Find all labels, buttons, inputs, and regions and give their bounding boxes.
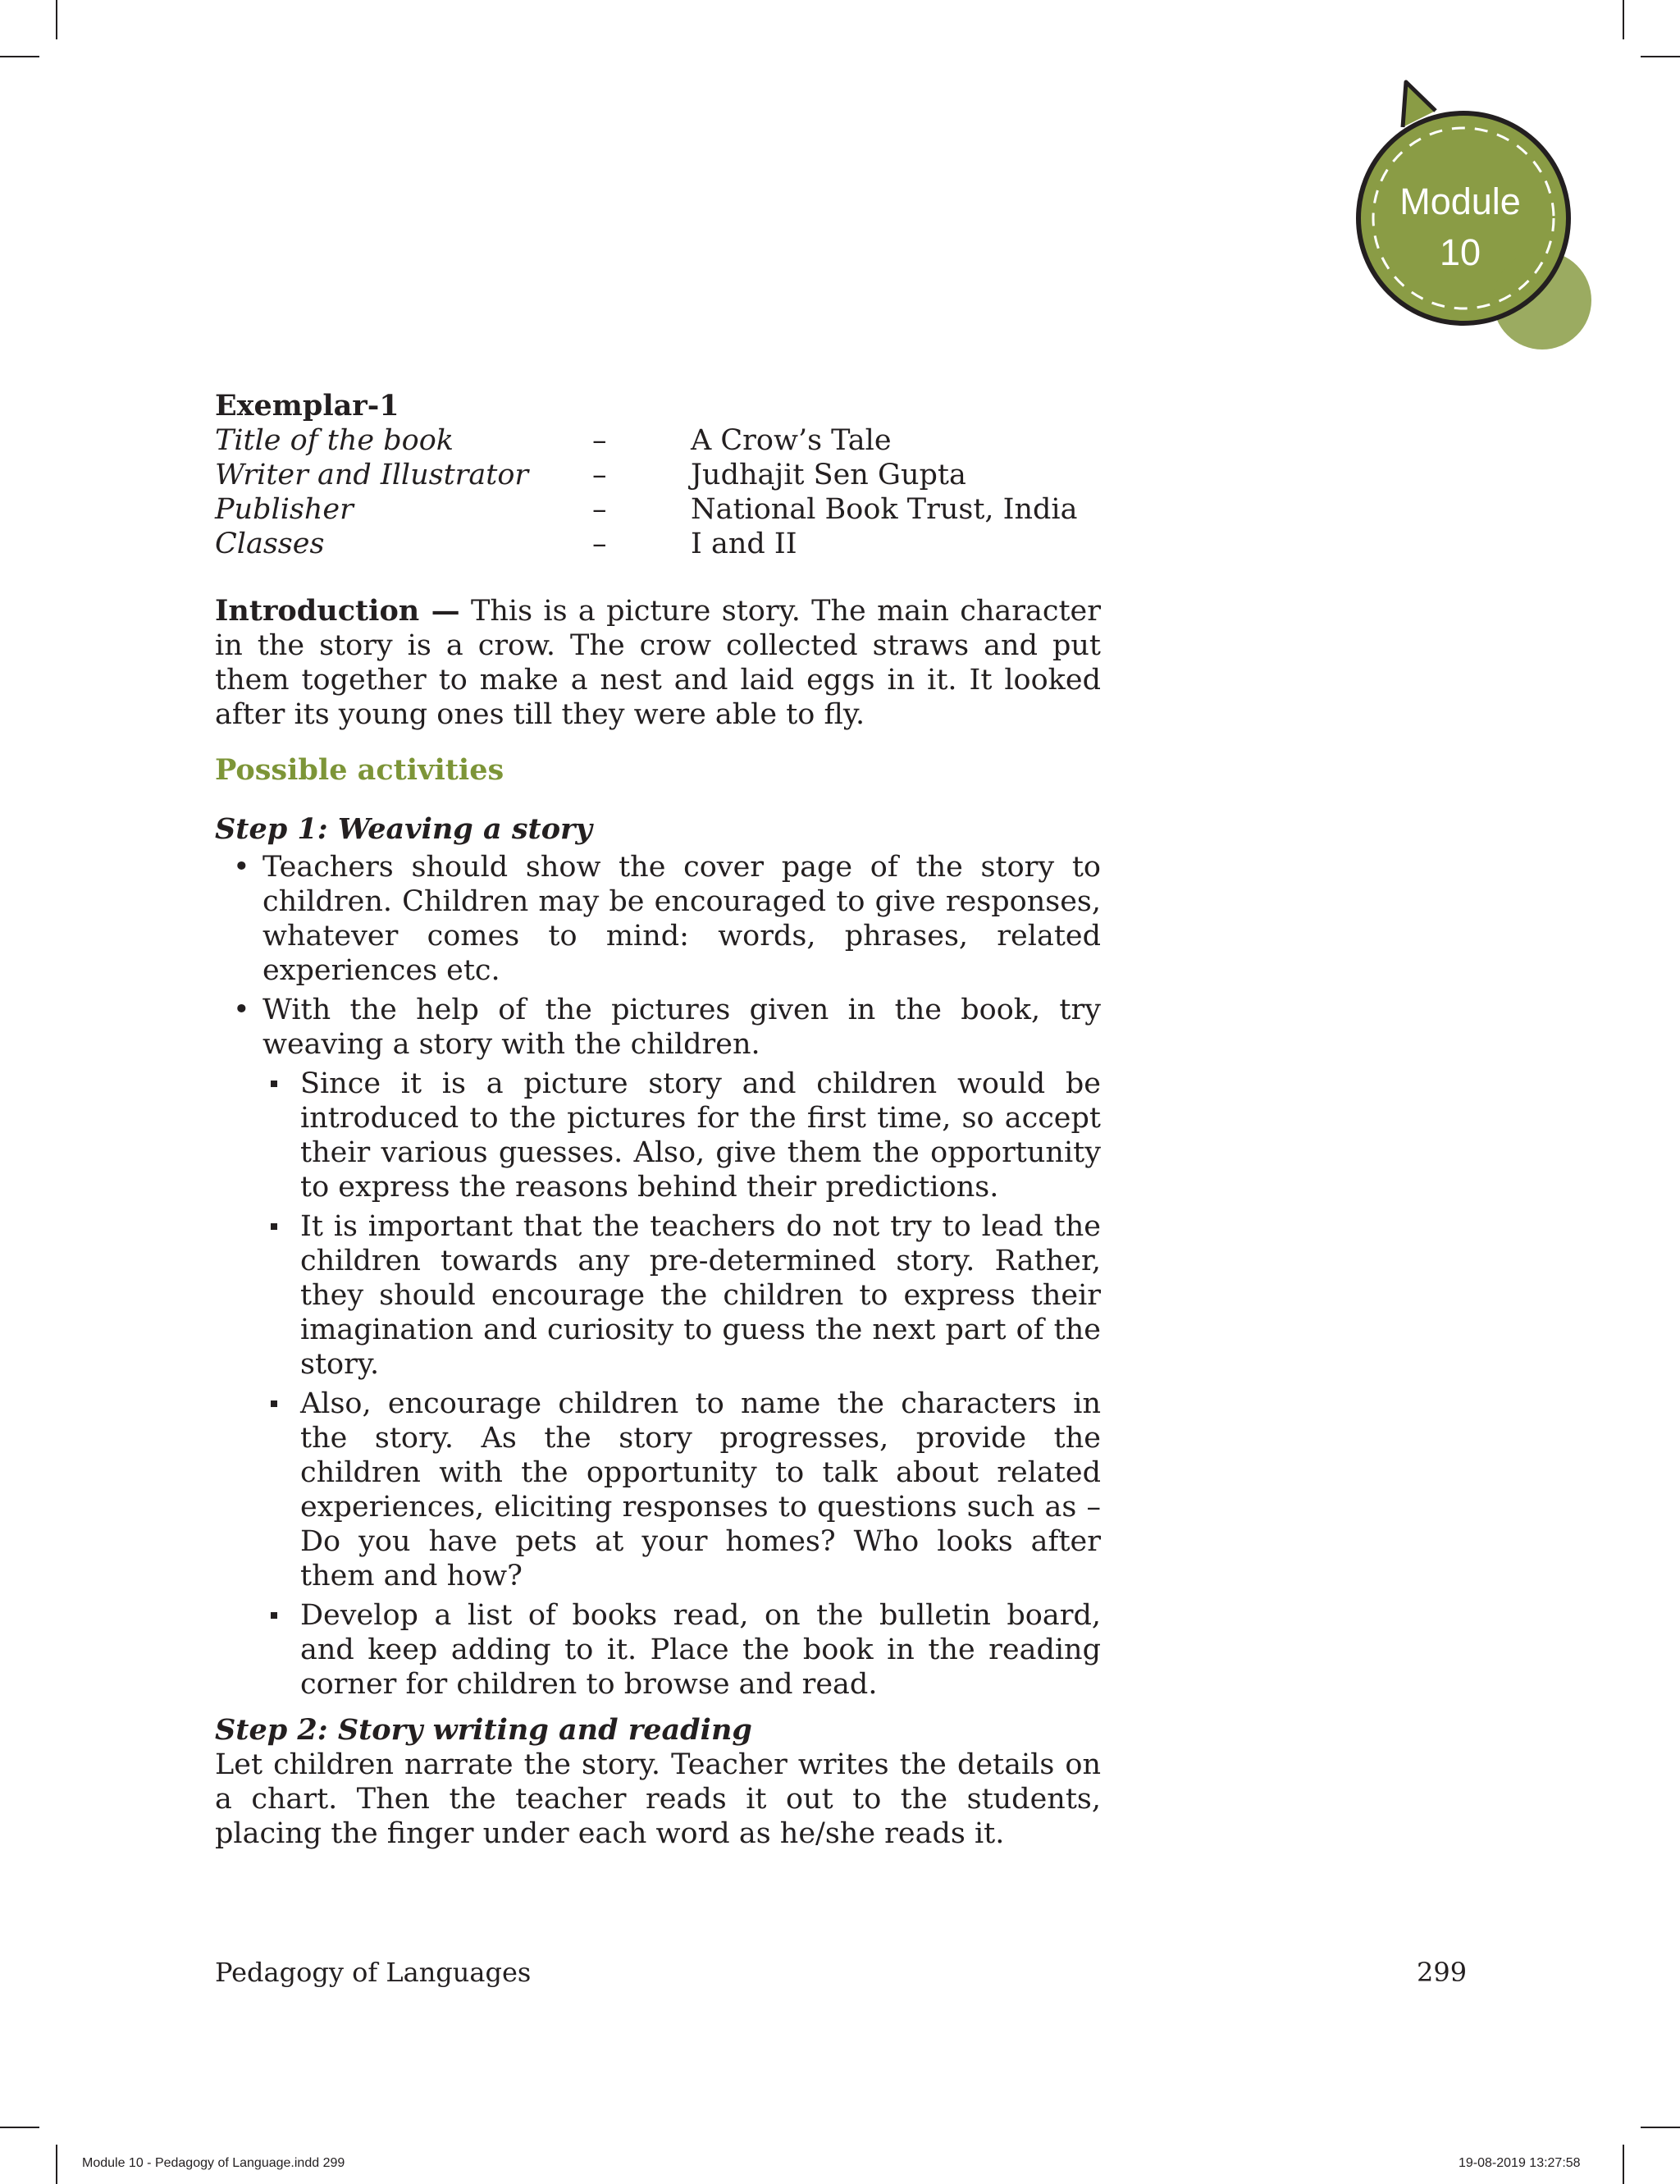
crop-mark	[0, 56, 39, 57]
crop-mark	[1623, 2145, 1624, 2184]
book-details	[215, 423, 1101, 561]
page-number: 299	[1417, 1957, 1468, 1988]
book-detail-dash: –	[592, 493, 607, 526]
page-body	[215, 389, 1101, 1851]
step1-heading: Step 1: Weaving a story	[215, 812, 592, 846]
module-label: Module	[1399, 180, 1521, 222]
step2-text: Let children narrate the story. Teacher writes the details on a chart. Then the teacher reads it out to the students, placing the finger under each word as he/she reads it.	[215, 1748, 1101, 1850]
crop-mark	[1641, 2127, 1680, 2128]
crop-mark	[1641, 56, 1680, 57]
book-detail-value: I and II	[691, 528, 797, 560]
book-detail-row	[215, 527, 1101, 561]
book-detail-label: Writer and Illustrator	[215, 459, 529, 491]
crop-mark	[56, 0, 57, 39]
book-detail-row	[215, 492, 1101, 527]
sub-bullet-item: Also, encourage children to name the characters in the story. As the story progresses, provide the children with the opportunity to talk about related experiences, eliciting responses to questions such as – Do you have pets at your homes? Who looks after them and how?	[215, 1387, 1101, 1593]
book-detail-label: Publisher	[215, 493, 354, 526]
book-detail-label: Classes	[215, 528, 325, 560]
book-detail-label: Title of the book	[215, 424, 454, 457]
sub-bullet-item: Develop a list of books read, on the bulletin board, and keep adding to it. Place the book in the reading corner for children to browse and read.	[215, 1598, 1101, 1702]
possible-activities-heading: Possible activities	[215, 753, 504, 787]
crop-mark	[0, 2127, 39, 2128]
module-badge	[1345, 176, 1575, 278]
book-detail-dash: –	[592, 528, 607, 560]
introduction-label: Introduction —	[215, 594, 460, 628]
bullet-item: • Teachers should show the cover page of the story to children. Children may be encouraged to give responses, whatever comes to mind: words, phrases, related experiences etc.	[215, 850, 1101, 988]
sub-bullet-item: Since it is a picture story and children would be introduced to the pictures for the first time, so accept their various guesses. Also, give them the opportunity to express the reasons behind their predictions.	[215, 1067, 1101, 1204]
introduction-paragraph	[215, 594, 1101, 732]
introduction-text: This is a picture story. The main character in the story is a crow. The crow collected straws and put them together to make a nest and laid eggs in it. It looked after its young ones till they were able to fly.	[215, 595, 1101, 731]
bullet-item	[215, 993, 1101, 1062]
footer-book-title: Pedagogy of Languages	[215, 1957, 532, 1988]
book-detail-row	[215, 423, 1101, 458]
exemplar-title: Exemplar-1	[215, 389, 399, 423]
crop-mark	[1623, 0, 1624, 39]
book-detail-dash: –	[592, 459, 607, 491]
step1-bullets	[215, 850, 1101, 1062]
book-detail-row	[215, 458, 1101, 492]
book-detail-value: A Crow’s Tale	[691, 424, 892, 457]
bullet-text: With the help of the pictures given in the book, try weaving a story with the children.	[262, 994, 1101, 1061]
crop-mark	[56, 2145, 57, 2184]
step2-heading: Step 2: Story writing and reading	[215, 1713, 752, 1747]
book-detail-value: Judhajit Sen Gupta	[691, 459, 966, 491]
book-detail-value: National Book Trust, India	[691, 493, 1078, 526]
slug-date: 19-08-2019 13:27:58	[1459, 2156, 1581, 2170]
module-number: 10	[1439, 231, 1481, 273]
book-detail-dash: –	[592, 424, 607, 457]
slug-file: Module 10 - Pedagogy of Language.indd 299	[82, 2156, 345, 2170]
step1-sub-bullets	[215, 1067, 1101, 1702]
sub-bullet-item: It is important that the teachers do not try to lead the children towards any pre-determined story. Rather, they should encourage the children to express their imagination and curiosity to guess the next part of the story.	[215, 1209, 1101, 1382]
